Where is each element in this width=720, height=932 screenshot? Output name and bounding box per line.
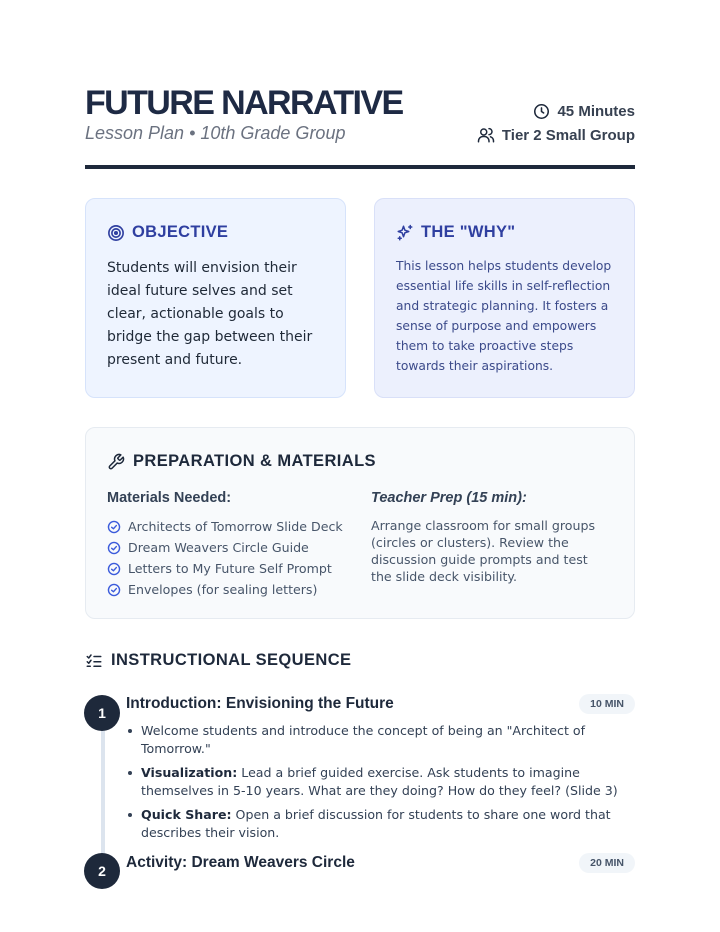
- wrench-icon: [107, 453, 125, 471]
- teacher-prep-text: Arrange classroom for small groups (circles or clusters). Review the discussion guide prompts and test the slide deck visibility.: [371, 518, 596, 584]
- group-meta: [477, 123, 635, 147]
- why-heading: [396, 223, 515, 242]
- material-label: Letters to My Future Self Prompt: [128, 561, 332, 576]
- teacher-prep-title: Teacher Prep (15 min):: [371, 490, 527, 506]
- bullet-text: Welcome students and introduce the concept of being an "Architect of Tomorrow.": [141, 723, 586, 756]
- list-checks-icon: [85, 652, 103, 670]
- why-card: [374, 198, 635, 398]
- check-circle-icon: [107, 562, 121, 576]
- check-circle-icon: [107, 541, 121, 555]
- step-title: Activity: Dream Weavers Circle: [126, 854, 355, 871]
- target-icon: [107, 224, 125, 242]
- lesson-header: [85, 84, 635, 170]
- page-subtitle: Lesson Plan • 10th Grade Group: [85, 123, 346, 143]
- objective-heading-label: OBJECTIVE: [132, 223, 229, 241]
- users-icon: [477, 126, 495, 144]
- bullet-lead: Visualization:: [141, 765, 238, 780]
- list-item: [107, 558, 343, 579]
- duration-label: 45 Minutes: [557, 102, 635, 120]
- objective-text: Students will envision their ideal future selves and set clear, actionable goals to bridge the gap between their present and future.: [107, 260, 313, 368]
- check-circle-icon: [107, 520, 121, 534]
- check-circle-icon: [107, 583, 121, 597]
- bullet-text: Open a brief discussion for students to share one word that describes their vision.: [141, 807, 611, 840]
- materials-list: [107, 516, 343, 600]
- lesson-meta: [477, 99, 635, 147]
- objective-card: [85, 198, 346, 398]
- preparation-heading: [107, 452, 376, 471]
- group-label: Tier 2 Small Group: [501, 126, 635, 144]
- sparkles-icon: [396, 224, 414, 242]
- bullet-text: Lead a brief guided exercise. Ask students to imagine themselves in 5-10 years. What are they doing? How do they feel? (Slide 3): [141, 765, 618, 798]
- material-label: Envelopes (for sealing letters): [128, 582, 318, 597]
- step-duration-badge: 10 MIN: [579, 694, 635, 714]
- timeline-line: [101, 720, 105, 860]
- sequence-heading: [85, 651, 351, 670]
- material-label: Architects of Tomorrow Slide Deck: [128, 519, 343, 534]
- objective-heading: [107, 223, 228, 242]
- step-duration-badge: 20 MIN: [579, 853, 635, 873]
- list-item: [126, 806, 636, 842]
- list-item: [126, 764, 636, 800]
- sequence-heading-label: INSTRUCTIONAL SEQUENCE: [111, 651, 352, 669]
- step-number: 1: [84, 695, 120, 731]
- materials-title: Materials Needed:: [107, 490, 232, 506]
- duration-meta: [477, 99, 635, 123]
- why-heading-label: THE "WHY": [421, 223, 516, 241]
- step-bullets: [126, 722, 636, 848]
- step-title: Introduction: Envisioning the Future: [126, 695, 394, 712]
- material-label: Dream Weavers Circle Guide: [128, 540, 309, 555]
- header-divider: [85, 165, 635, 169]
- bullet-lead: Quick Share:: [141, 807, 232, 822]
- clock-icon: [533, 103, 550, 120]
- list-item: [126, 722, 636, 758]
- list-item: [107, 516, 343, 537]
- step-number: 2: [84, 853, 120, 889]
- preparation-card: [85, 427, 635, 619]
- list-item: [107, 579, 343, 600]
- page-title: FUTURE NARRATIVE: [85, 84, 403, 122]
- list-item: [107, 537, 343, 558]
- why-text: This lesson helps students develop essential life skills in self-reflection and strategic planning. It fosters a sense of purpose and empowers them to take proactive steps towards their aspirations.: [396, 259, 612, 373]
- preparation-heading-label: PREPARATION & MATERIALS: [133, 452, 376, 470]
